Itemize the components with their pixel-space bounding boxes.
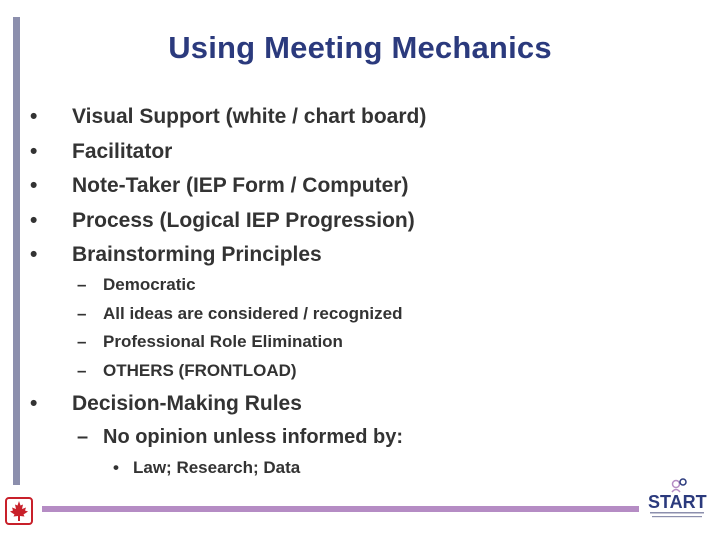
bullet-text: Note-Taker (IEP Form / Computer) [72, 174, 409, 197]
bullet-text: Facilitator [72, 139, 173, 163]
sub-bullet-item: – Democratic [77, 275, 196, 294]
start-logo-text: START [648, 492, 707, 512]
main-bullet-list [30, 100, 426, 273]
bullet-item: • Visual Support (white / chart board) [30, 105, 427, 128]
bullet-item: • Note-Taker (IEP Form / Computer) [30, 174, 409, 197]
bullet-text: Brainstorming Principles [72, 243, 322, 266]
bullet-item: • Process (Logical IEP Progression) [30, 208, 415, 232]
bottom-divider-line [42, 506, 639, 512]
sub-bullet-text: Professional Role Elimination [103, 332, 343, 351]
bullet-text: Visual Support (white / chart board) [72, 105, 427, 128]
sub-bullet-text: OTHERS (FRONTLOAD) [103, 360, 297, 380]
start-logo-icon [646, 478, 710, 524]
sub-bullet-text: Democratic [103, 275, 196, 294]
decision-sub-text: No opinion unless informed by: [103, 426, 403, 448]
sub-bullet-text: All ideas are considered / recognized [103, 303, 403, 323]
maple-leaf-logo-icon [5, 497, 33, 525]
bullet-item: • Facilitator [30, 139, 173, 163]
bullet-text: Process (Logical IEP Progression) [72, 208, 415, 232]
decision-bullet: • Decision-Making Rules [30, 392, 302, 415]
sub-bullet-item: – Professional Role Elimination [77, 332, 343, 351]
brainstorming-sub-list [77, 271, 403, 385]
sub-bullet-item: – OTHERS (FRONTLOAD) [77, 360, 297, 380]
decision-sub-sub-text: Law; Research; Data [133, 458, 301, 477]
decision-sub-bullet: – No opinion unless informed by: [77, 426, 403, 448]
sub-bullet-item: – All ideas are considered / recognized [77, 303, 403, 323]
slide-title: Using Meeting Mechanics [168, 30, 552, 65]
left-accent-bar [13, 17, 20, 485]
decision-text: Decision-Making Rules [72, 392, 302, 415]
decision-sub-sub-bullet: • Law; Research; Data [113, 458, 301, 477]
bullet-item: • Brainstorming Principles [30, 243, 322, 266]
